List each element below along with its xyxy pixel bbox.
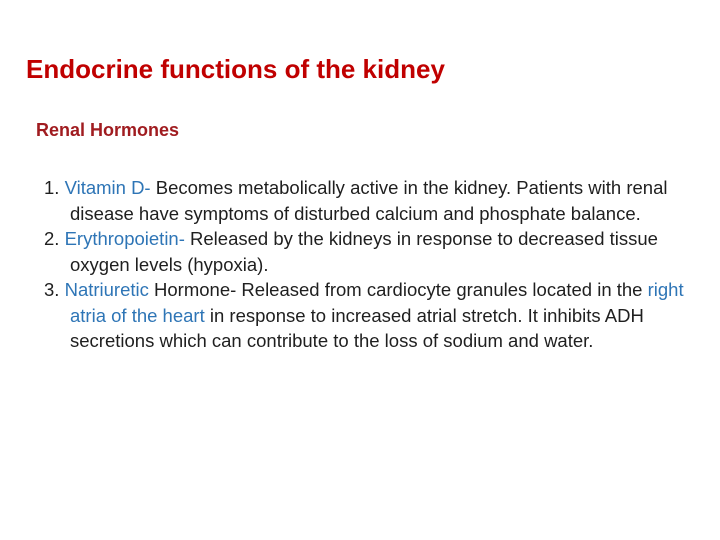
hormone-list bbox=[44, 175, 704, 354]
slide-subtitle: Renal Hormones bbox=[36, 120, 180, 140]
item-text: Becomes metabolically active in the kidney. Patients with renal disease have symptoms of disturbed calcium and phosphate balance. bbox=[70, 177, 668, 224]
list-item-natriuretic bbox=[44, 277, 704, 354]
item-number: 2. bbox=[44, 228, 60, 249]
item-number: 1. bbox=[44, 177, 60, 198]
list-item-vitamin-d bbox=[44, 175, 704, 226]
item-text: Hormone- Released from cardiocyte granules located in the bbox=[148, 279, 648, 300]
hormone-term: Vitamin D- bbox=[64, 177, 151, 198]
highlighted-phrase: right atria of the heart bbox=[70, 279, 684, 326]
item-number: 3. bbox=[44, 279, 60, 300]
slide-title: Endocrine functions of the kidney bbox=[26, 54, 445, 84]
list-item-erythropoietin bbox=[44, 226, 704, 277]
hormone-term: Erythropoietin- bbox=[64, 228, 185, 249]
item-text: Released by the kidneys in response to decreased tissue oxygen levels (hypoxia). bbox=[70, 228, 658, 275]
hormone-term: Natriuretic bbox=[64, 279, 149, 300]
item-text: in response to increased atrial stretch. It inhibits ADH secretions which can contribute to the loss of sodium and water. bbox=[70, 304, 644, 351]
